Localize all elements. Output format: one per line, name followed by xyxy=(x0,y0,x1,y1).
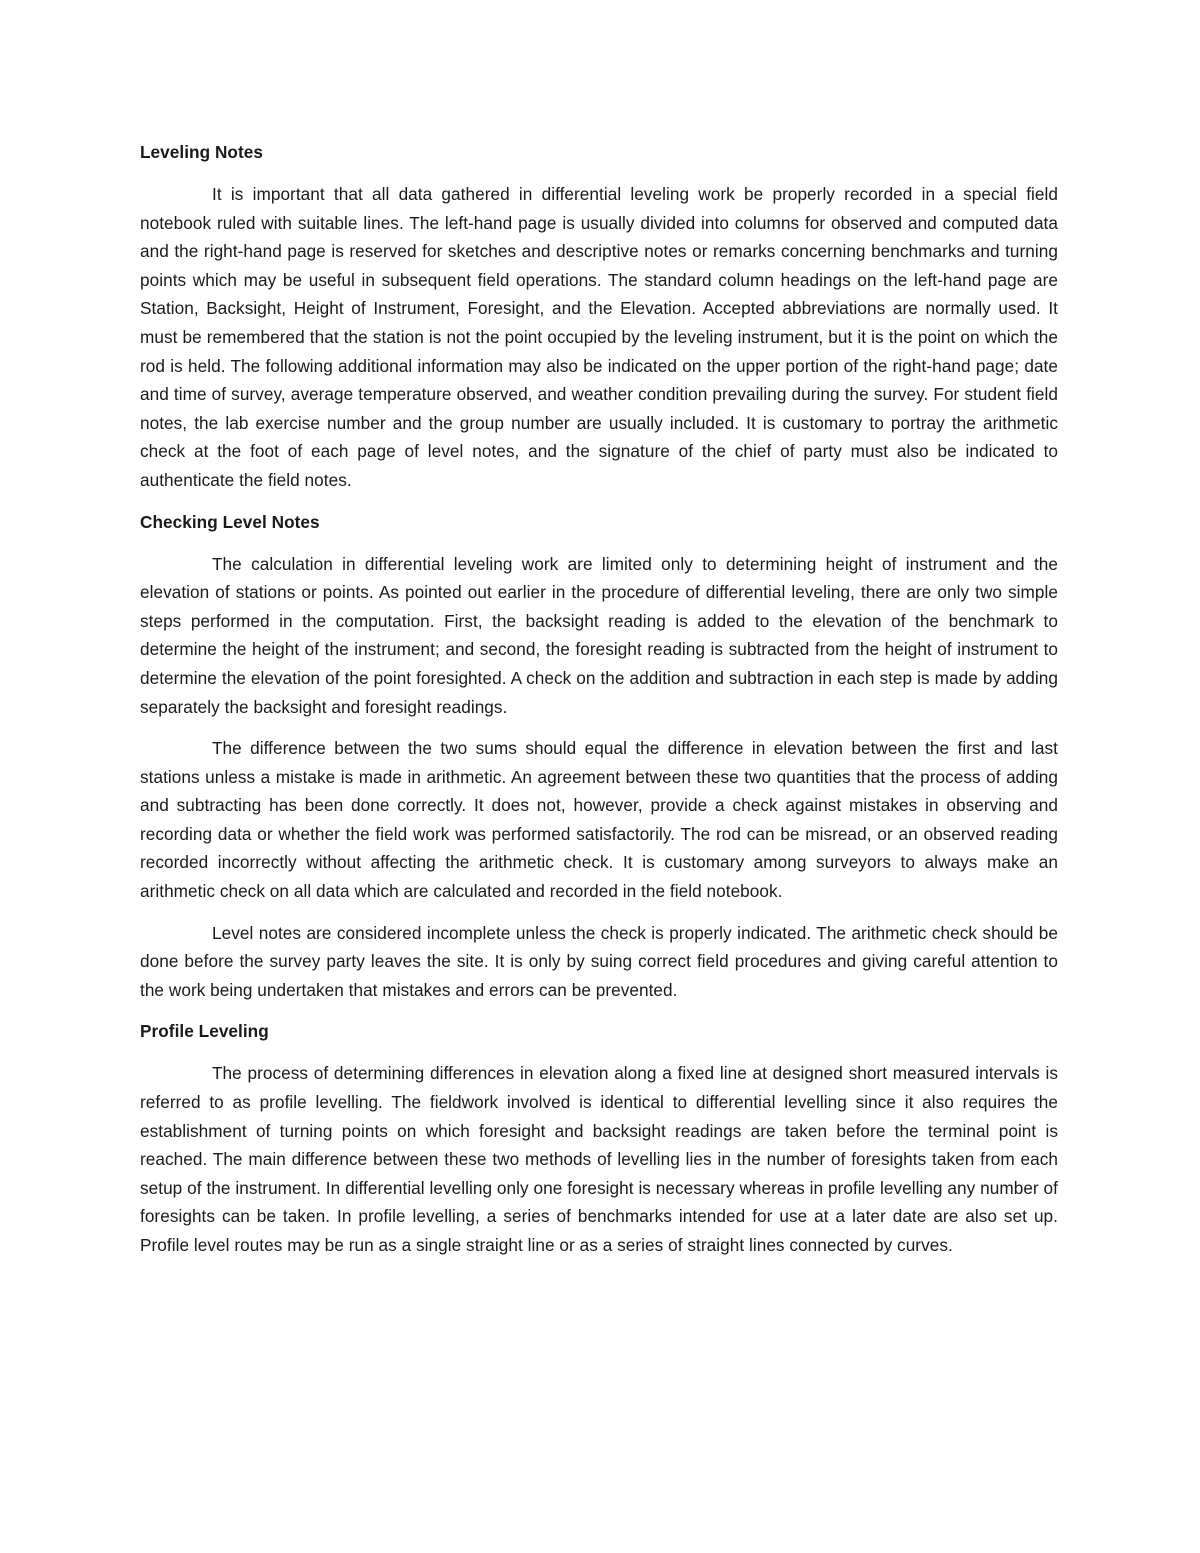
section-heading-profile-leveling: Profile Leveling xyxy=(140,1021,269,1042)
paragraph-checking-level-notes-3: Level notes are considered incomplete unless the check is properly indicated. The arithmetic check should be done before the survey party leaves the site. It is only by suing correct field procedures and giving careful attention to the work being undertaken that mistakes and errors can be prevented. xyxy=(140,922,1058,1000)
section-heading-leveling-notes: Leveling Notes xyxy=(140,142,263,162)
paragraph-checking-level-notes-1: The calculation in differential leveling work are limited only to determining height of instrument and the elevation of stations or points. As pointed out earlier in the procedure of differential leveling, there are only two simple steps performed in the computation. First, the backsight reading is added to the elevation of the benchmark to determine the height of the instrument; and second, the foresight reading is subtracted from the height of instrument to determine the elevation of the point foresighted. A check on the addition and subtraction in each step is made by adding separately the backsight and foresight readings. xyxy=(140,553,1058,717)
section-heading-checking-level-notes: Checking Level Notes xyxy=(140,511,320,532)
paragraph-profile-leveling-1: The process of determining differences in elevation along a fixed line at designed short measured intervals is referred to as profile levelling. The fieldwork involved is identical to differential levelling since it also requires the establishment of turning points on which foresight and backsight readings are taken before the terminal point is reached. The main difference between these two methods of levelling lies in the number of foresights taken from each setup of the instrument. In differential levelling only one foresight is necessary whereas in profile levelling any number of foresights can be taken. In profile levelling, a series of benchmarks intended for use at a later date are also set up. Profile level routes may be run as a single straight line or as a series of straight lines connected by curves. xyxy=(140,1063,1058,1255)
document-page xyxy=(140,138,1058,1273)
paragraph-leveling-notes-1: It is important that all data gathered in differential leveling work be properly recorded in a special field notebook ruled with suitable lines. The left-hand page is usually divided into columns for observed and computed data and the right-hand page is reserved for sketches and descriptive notes or remarks concerning benchmarks and turning points which may be useful in subsequent field operations. The standard column headings on the left-hand page are Station, Backsight, Height of Instrument, Foresight, and the Elevation. Accepted abbreviations are normally used. It must be remembered that the station is not the point occupied by the leveling instrument, but it is the point on which the rod is held. The following additional information may also be indicated on the upper portion of the right-hand page; date and time of survey, average temperature observed, and weather condition prevailing during the survey. For student field notes, the lab exercise number and the group number are usually included. It is customary to portray the arithmetic check at the foot of each page of level notes, and the signature of the chief of party must also be indicated to authenticate the field notes. xyxy=(140,184,1058,490)
paragraph-checking-level-notes-2: The difference between the two sums should equal the difference in elevation between the first and last stations unless a mistake is made in arithmetic. An agreement between these two quantities that the process of adding and subtracting has been done correctly. It does not, however, provide a check against mistakes in observing and recording data or whether the field work was performed satisfactorily. The rod can be misread, or an observed reading recorded incorrectly without affecting the arithmetic check. It is customary among surveyors to always make an arithmetic check on all data which are calculated and recorded in the field notebook. xyxy=(140,738,1058,902)
